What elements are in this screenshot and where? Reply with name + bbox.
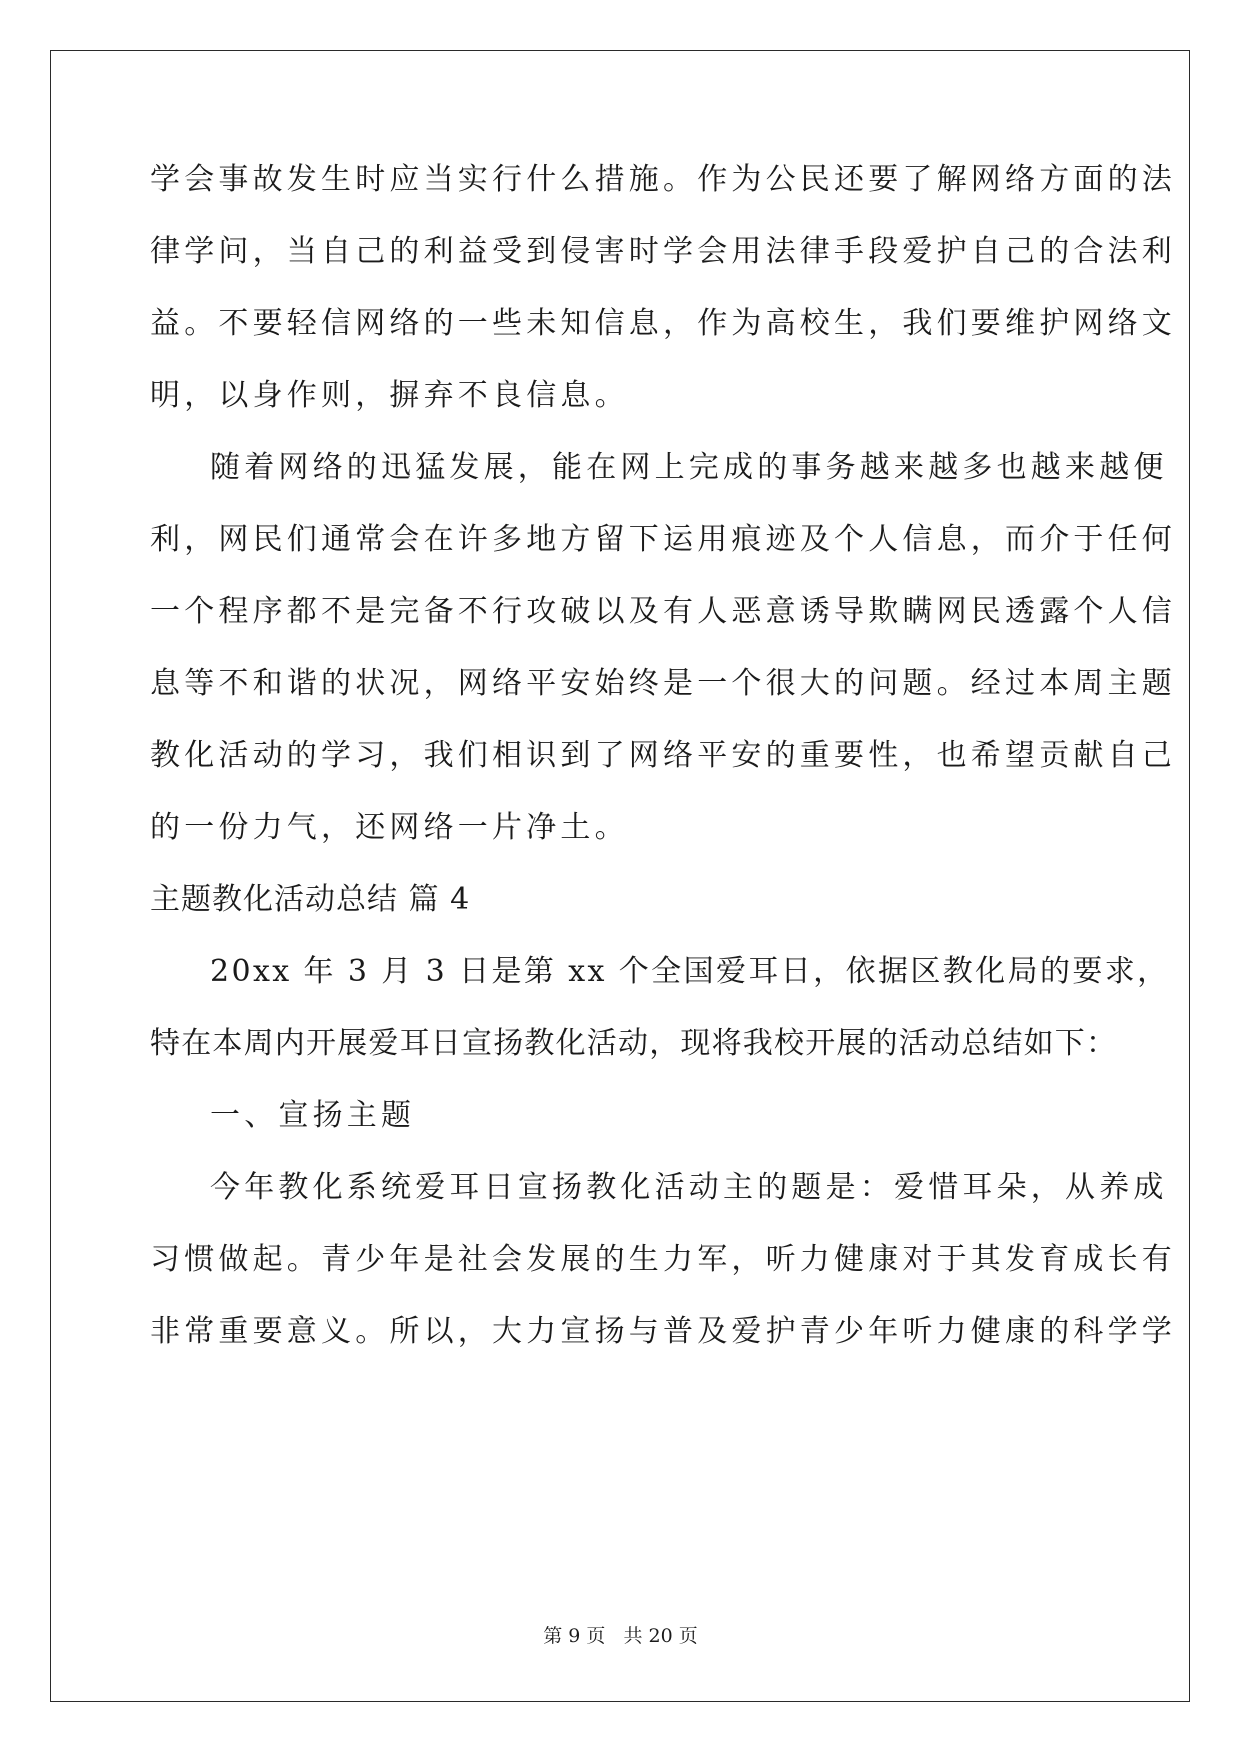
- text-line: 学会事故发生时应当实行什么措施。作为公民还要了解网络方面的法: [150, 162, 1176, 197]
- section-heading: 主题教化活动总结 篇 4: [150, 882, 471, 917]
- text-line: 的一份力气，还网络一片净土。: [150, 810, 629, 845]
- text-line: 律学问，当自己的利益受到侵害时学会用法律手段爱护自己的合法利: [150, 234, 1176, 269]
- page-total: 共 20 页: [623, 1625, 698, 1647]
- text-line: 特在本周内开展爱耳日宣扬教化活动，现将我校开展的活动总结如下：: [150, 1026, 1118, 1061]
- paragraph-start-line: 随着网络的迅猛发展，能在网上完成的事务越来越多也越来越便: [210, 450, 1168, 485]
- subsection-heading: 一、宣扬主题: [210, 1098, 416, 1133]
- text-line: 一个程序都不是完备不行攻破以及有人恶意诱导欺瞒网民透露个人信: [150, 594, 1176, 629]
- page-number: 第 9 页: [543, 1625, 606, 1647]
- text-line: 习惯做起。青少年是社会发展的生力军，听力健康对于其发育成长有: [150, 1242, 1176, 1277]
- page-footer: [0, 1624, 1241, 1648]
- paragraph-start-line: 20xx 年 3 月 3 日是第 xx 个全国爱耳日，依据区教化局的要求，: [210, 954, 1170, 989]
- paragraph-start-line: 今年教化系统爱耳日宣扬教化活动主的题是：爱惜耳朵，从养成: [210, 1170, 1168, 1205]
- text-line: 利，网民们通常会在许多地方留下运用痕迹及个人信息，而介于任何: [150, 522, 1176, 557]
- text-line: 息等不和谐的状况，网络平安始终是一个很大的问题。经过本周主题: [150, 666, 1176, 701]
- text-line: 非常重要意义。所以，大力宣扬与普及爱护青少年听力健康的科学学: [150, 1314, 1176, 1349]
- page-border: [50, 50, 1190, 1702]
- text-line: 教化活动的学习，我们相识到了网络平安的重要性，也希望贡献自己: [150, 738, 1176, 773]
- text-line: 明，以身作则，摒弃不良信息。: [150, 378, 629, 413]
- text-line: 益。不要轻信网络的一些未知信息，作为高校生，我们要维护网络文: [150, 306, 1176, 341]
